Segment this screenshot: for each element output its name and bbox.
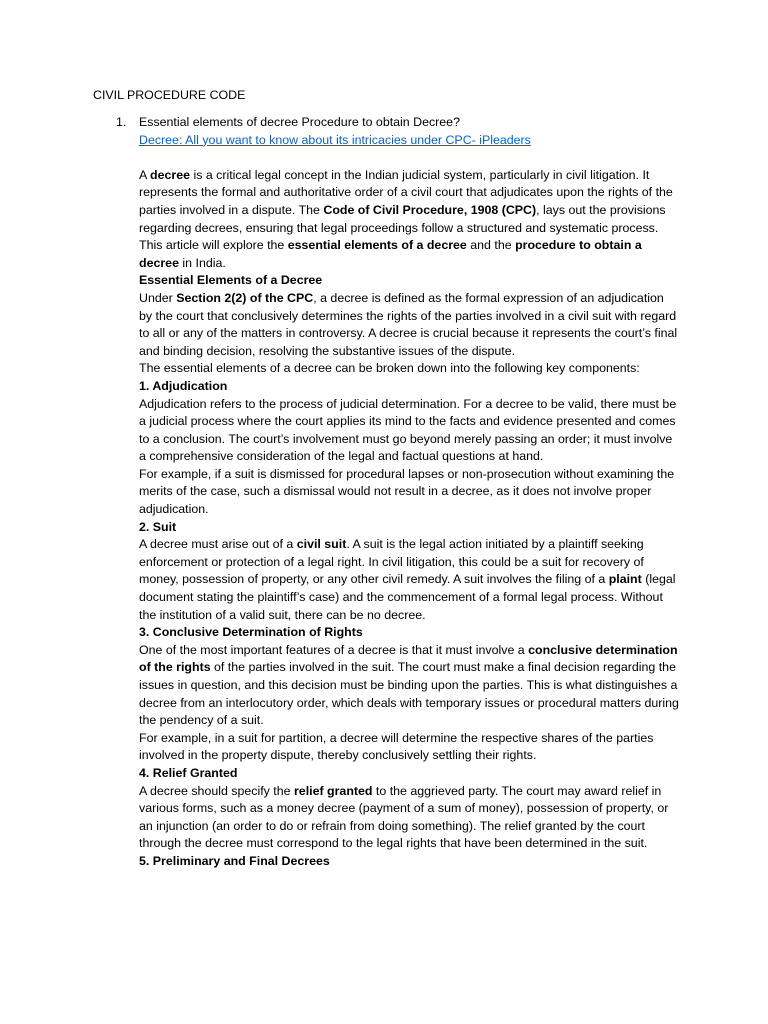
list-number: 1.: [116, 115, 127, 129]
document-body: [139, 114, 679, 871]
suit-heading: 2. Suit: [139, 519, 177, 534]
intro-paragraph: A decree is a critical legal concept in the Indian judicial system, particularly in civil litigation. It represents the formal and authoritative order of a civil court that adjudicates upon the rights of the parties involved in a dispute. The Code of Civil Procedure, 1908 (CPC), lays out the provisions regarding decrees, ensuring that legal proceedings follow a structured and systematic process. This article will explore the essential elements of a decree and the procedure to obtain a decree in India.: [139, 167, 673, 270]
adjudication-example-paragraph: For example, if a suit is dismissed for procedural lapses or non-prosecution without examining the merits of the case, such a dismissal would not result in a decree, as it does not involve proper adjudication.: [139, 466, 675, 517]
blank-line: [139, 149, 679, 167]
conclusive-determination-paragraph: One of the most important features of a decree is that it must involve a conclusive determination of the rights of the parties involved in the suit. The court must make a final decision regarding the issues in question, and this decision must be binding upon the parties. This is what distinguishes a decree from an interlocutory order, which deals with temporary issues or procedural matters during the pendency of a suit.: [139, 642, 679, 728]
ipleaders-link[interactable]: Decree: All you want to know about its intricacies under CPC- iPleaders: [139, 132, 531, 147]
definition-paragraph: Under Section 2(2) of the CPC, a decree is defined as the formal expression of an adjudication by the court that conclusively determines the rights of the parties involved in a civil suit with regard to all or any of the matters in controversy. A decree is crucial because it represents the court’s final and binding decision, resolving the substantive issues of the dispute.: [139, 290, 678, 358]
components-intro-paragraph: The essential elements of a decree can be broken down into the following key components:: [139, 361, 640, 376]
adjudication-paragraph: Adjudication refers to the process of judicial determination. For a decree to be valid, there must be a judicial process where the court applies its mind to the facts and evidence presented and comes to a conclusion. The court’s involvement must go beyond merely passing an order; it must involve a comprehensive consideration of the legal and factual questions at hand.: [139, 396, 677, 464]
conclusive-determination-heading: 3. Conclusive Determination of Rights: [139, 625, 363, 640]
partition-example-paragraph: For example, in a suit for partition, a decree will determine the respective shares of the parties involved in the property dispute, thereby conclusively settling their rights.: [139, 730, 654, 763]
relief-granted-heading: 4. Relief Granted: [139, 765, 238, 780]
suit-paragraph: A decree must arise out of a civil suit. A suit is the legal action initiated by a plaintiff seeking enforcement or protection of a legal right. In civil litigation, this could be a suit for recovery of money, possession of property, or any other civil remedy. A suit involves the filing of a plaint (legal document stating the plaintiff’s case) and the commencement of a formal legal process. Without the institution of a valid suit, there can be no decree.: [139, 537, 676, 622]
document-title: CIVIL PROCEDURE CODE: [93, 88, 246, 102]
item-heading: Essential elements of decree Procedure to obtain Decree?: [139, 115, 460, 129]
relief-granted-paragraph: A decree should specify the relief granted to the aggrieved party. The court may award relief in various forms, such as a money decree (payment of a sum of money), possession of property, or an injunction (an order to do or refrain from doing something). The relief granted by the court through the decree must correspond to the legal rights that have been determined in the suit.: [139, 783, 669, 851]
preliminary-final-decrees-heading: 5. Preliminary and Final Decrees: [139, 853, 330, 868]
adjudication-heading: 1. Adjudication: [139, 378, 228, 393]
essential-elements-heading: Essential Elements of a Decree: [139, 273, 323, 288]
